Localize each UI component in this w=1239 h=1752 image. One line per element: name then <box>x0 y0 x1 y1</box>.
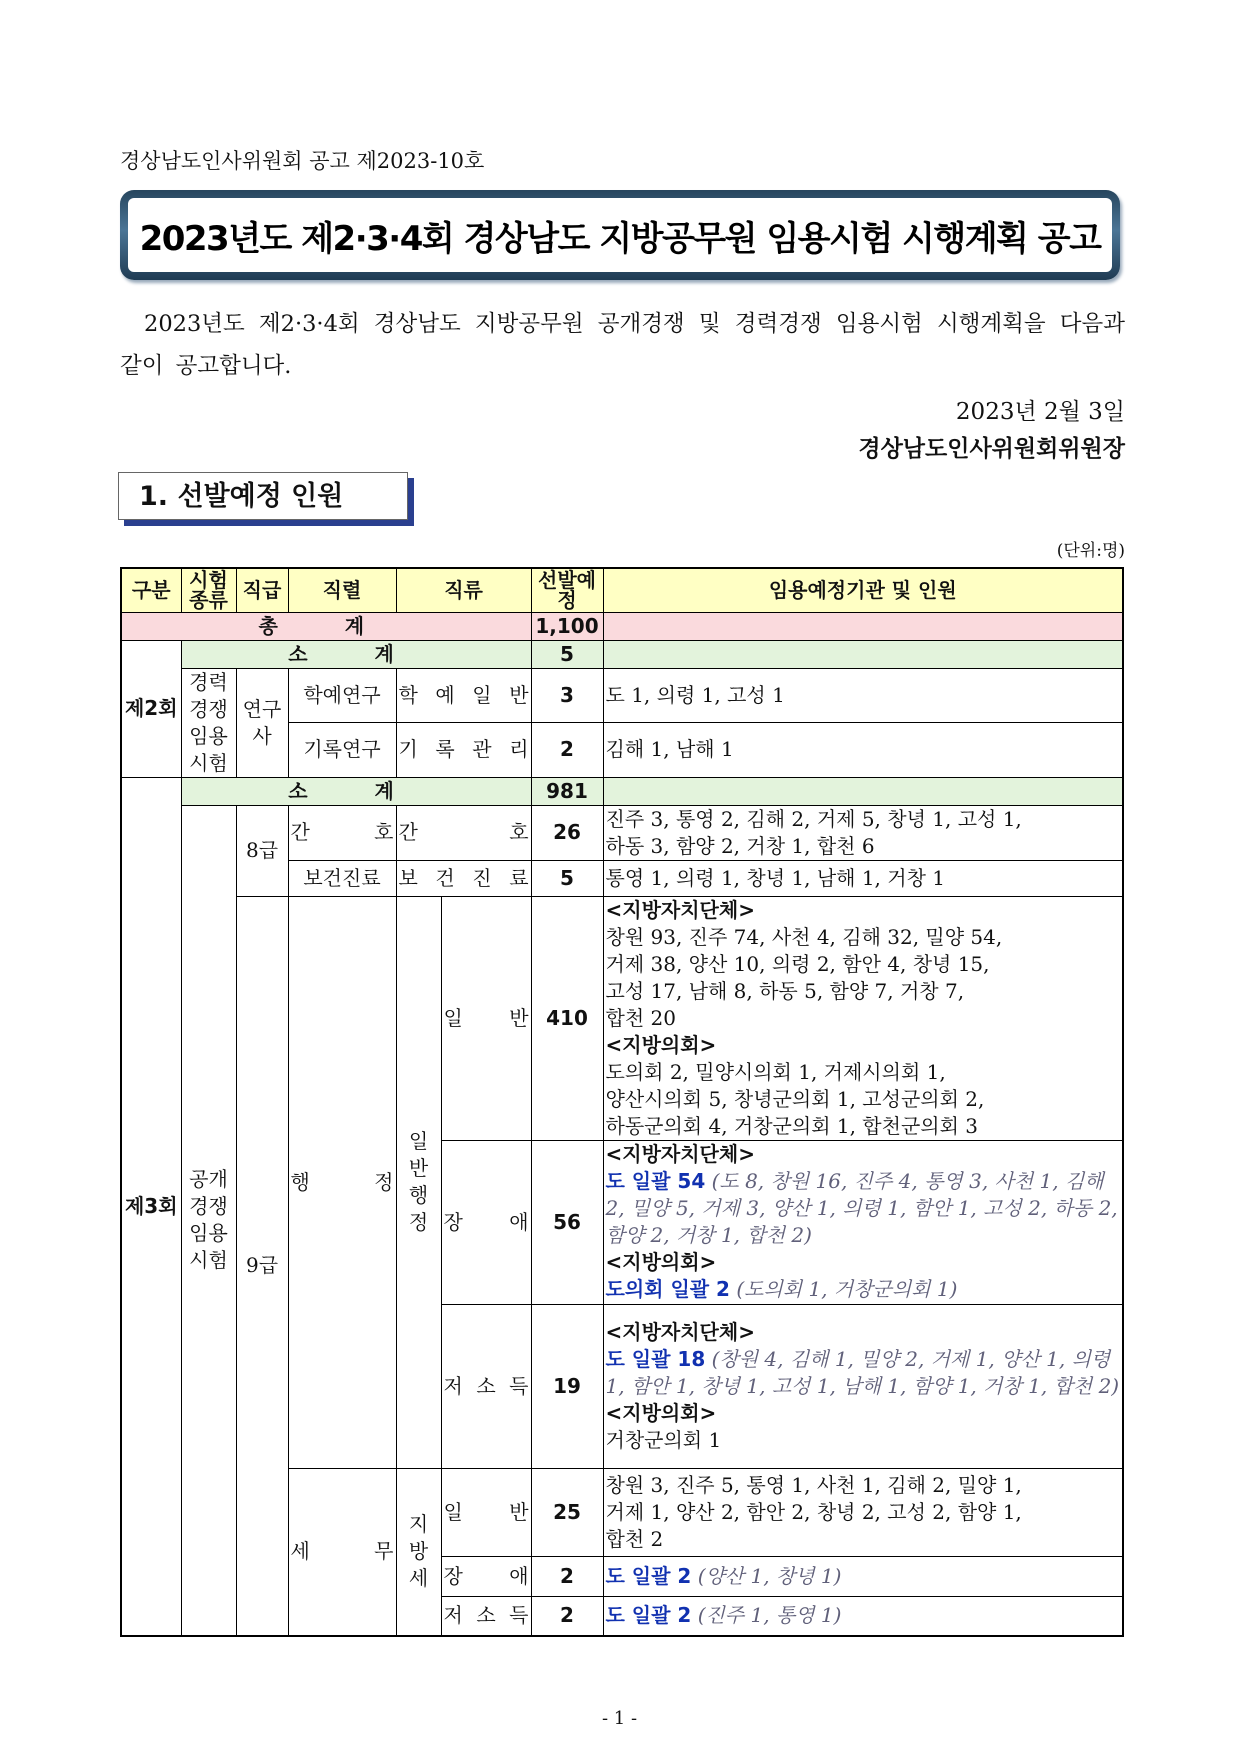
issuer: 경상남도인사위원회위원장 <box>858 435 1125 462</box>
agency: <지방자치단체> 도 일괄 54 (도 8, 창원 16, 진주 4, 통영 3, 사천 1, 김해 2, 밀양 5, 거제 3, 양산 1, 의령 1, 함안 1, 고성 2, 하동 2, 함양 2, 거창 1, 합천 2) <지방의회> 도의회 일괄 2 (도의회 1, 거창군의회 1) <box>603 1140 1123 1304</box>
total-value: 1,100 <box>531 612 603 640</box>
notice-number: 경상남도인사위원회 공고 제2023-10호 <box>120 149 485 173</box>
class: 기 록 관 리 <box>396 723 531 778</box>
series: 보건진료 <box>288 860 396 896</box>
count: 2 <box>531 1556 603 1596</box>
header-row <box>121 568 1123 612</box>
round2-grade: 연구사 <box>236 668 288 777</box>
round2-subtotal-value: 5 <box>531 640 603 668</box>
section-heading: 1. 선발예정 인원 <box>118 472 408 520</box>
document-title: 2023년도 제2·3·4회 경상남도 지방공무원 임용시험 시행계획 공고 <box>128 198 1112 272</box>
class: 저 소 득 <box>441 1596 531 1636</box>
table-row <box>121 668 1123 723</box>
selection-table <box>120 567 1124 1637</box>
round2-subtotal-label: 소 계 <box>181 640 531 668</box>
class: 일 반 <box>441 896 531 1140</box>
total-row <box>121 612 1123 640</box>
round3-subtotal-value: 981 <box>531 777 603 805</box>
class: 간 호 <box>396 805 531 860</box>
round3-subtotal-row <box>121 777 1123 805</box>
count: 25 <box>531 1468 603 1556</box>
header-grade: 직급 <box>236 568 288 612</box>
count: 3 <box>531 668 603 723</box>
class: 일 반 <box>441 1468 531 1556</box>
table-row <box>121 896 1123 1140</box>
agency: 창원 3, 진주 5, 통영 1, 사천 1, 김해 2, 밀양 1, 거제 1, 양산 2, 함안 2, 창녕 2, 고성 2, 함양 1, 합천 2 <box>603 1468 1123 1556</box>
header-exam-type: 시험종류 <box>181 568 236 612</box>
notice-date: 2023년 2월 3일 <box>955 399 1125 425</box>
class: 학 예 일 반 <box>396 668 531 723</box>
agency: 도 일괄 2 (양산 1, 창녕 1) <box>603 1556 1123 1596</box>
class: 저 소 득 <box>441 1304 531 1468</box>
count: 2 <box>531 1596 603 1636</box>
round3-exam-type: 공개경쟁임용시험 <box>181 805 236 1636</box>
table-row <box>121 805 1123 860</box>
count: 56 <box>531 1140 603 1304</box>
series-admin: 행 정 <box>288 896 396 1468</box>
series: 기록연구 <box>288 723 396 778</box>
count: 5 <box>531 860 603 896</box>
page-number: - 1 - <box>601 1708 638 1729</box>
round2-label: 제2회 <box>121 640 181 777</box>
agency: <지방자치단체> 창원 93, 진주 74, 사천 4, 김해 32, 밀양 54, 거제 38, 양산 10, 의령 2, 함안 4, 창녕 15, 고성 17, 남해 8, 하동 5, 함양 7, 거창 7, 합천 20 <지방의회> 도의회 2, 밀양시의회 1, 거제시의회 1, 양산시의회 5, 창녕군의회 1, 고성군의회 2, 하동군의회 4, 거창군의회 1, 합천군의회 3 <box>603 896 1123 1140</box>
header-agency: 임용예정기관 및 인원 <box>603 568 1123 612</box>
unit-label: (단위:명) <box>1056 541 1125 561</box>
class: 보 건 진 료 <box>396 860 531 896</box>
class: 장 애 <box>441 1556 531 1596</box>
count: 26 <box>531 805 603 860</box>
header-class: 직류 <box>396 568 531 612</box>
class-group-admin: 일반행정 <box>396 896 441 1468</box>
agency: 김해 1, 남해 1 <box>603 723 1123 778</box>
intro-paragraph: 2023년도 제2·3·4회 경상남도 지방공무원 공개경쟁 및 경력경쟁 임용시험 시행계획을 다음과 같이 공고합니다. <box>120 311 1125 379</box>
header-planned: 선발예정 <box>531 568 603 612</box>
agency: 통영 1, 의령 1, 창녕 1, 남해 1, 거창 1 <box>603 860 1123 896</box>
round2-exam-type: 경력경쟁임용시험 <box>181 668 236 777</box>
title-banner <box>120 190 1120 280</box>
round3-label: 제3회 <box>121 777 181 1636</box>
count: 19 <box>531 1304 603 1468</box>
series-tax: 세 무 <box>288 1468 396 1636</box>
header-series: 직렬 <box>288 568 396 612</box>
agency: 진주 3, 통영 2, 김해 2, 거제 5, 창녕 1, 고성 1, 하동 3, 함양 2, 거창 1, 합천 6 <box>603 805 1123 860</box>
round3-subtotal-label: 소 계 <box>181 777 531 805</box>
round2-subtotal-row <box>121 640 1123 668</box>
agency: <지방자치단체> 도 일괄 18 (창원 4, 김해 1, 밀양 2, 거제 1, 양산 1, 의령 1, 함안 1, 창녕 1, 고성 1, 남해 1, 함양 1, 거창 1, 합천 2) <지방의회> 거창군의회 1 <box>603 1304 1123 1468</box>
count: 2 <box>531 723 603 778</box>
grade-9: 9급 <box>236 896 288 1636</box>
agency: 도 1, 의령 1, 고성 1 <box>603 668 1123 723</box>
series: 학예연구 <box>288 668 396 723</box>
class: 장 애 <box>441 1140 531 1304</box>
header-gubun: 구분 <box>121 568 181 612</box>
count: 410 <box>531 896 603 1140</box>
class-group-tax: 지방세 <box>396 1468 441 1636</box>
total-label: 총 계 <box>121 612 531 640</box>
grade-8: 8급 <box>236 805 288 896</box>
agency: 도 일괄 2 (진주 1, 통영 1) <box>603 1596 1123 1636</box>
series: 간 호 <box>288 805 396 860</box>
